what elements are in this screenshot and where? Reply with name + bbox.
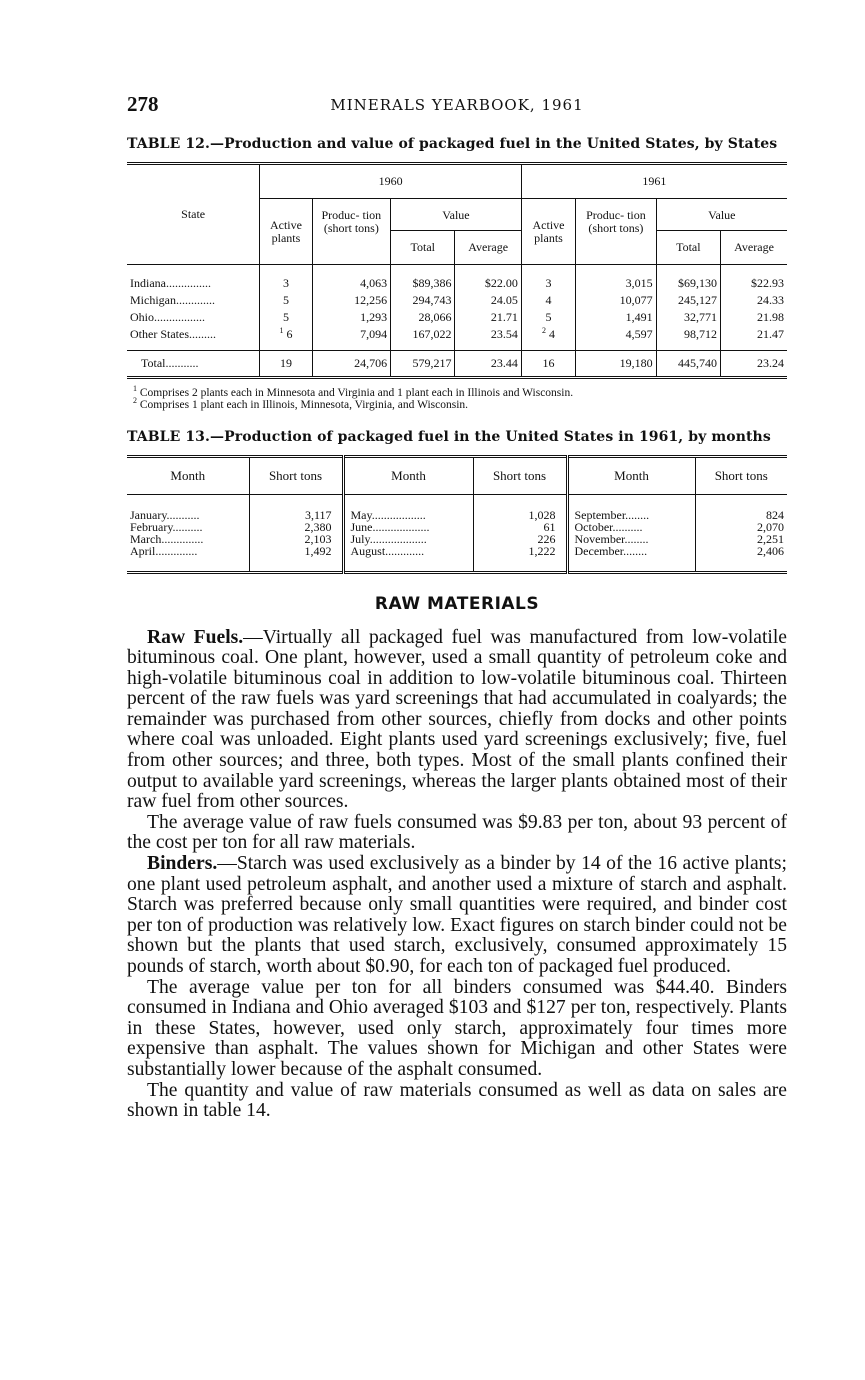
paragraph: The average value of raw fuels consumed was $9.83 per ton, about 93 percent of the cost per ton for all raw materials. [127,811,787,854]
cell: 23.24 [721,350,787,377]
col-header-production-1961: Produc- tion (short tons) [576,199,656,265]
cell: 21.71 [455,309,521,326]
cell: 1,222 [473,545,567,573]
cell: 3,015 [576,275,656,292]
cell: 21.98 [721,309,787,326]
month-label: March [130,531,162,546]
month-label: February [130,519,173,534]
col-header-state: State [127,164,260,265]
month-label: May [350,507,372,522]
cell: 1,491 [576,309,656,326]
cell: 445,740 [656,350,720,377]
col-header-short-tons: Short tons [249,456,343,494]
footnote-mark: 1 [279,325,284,335]
cell: 98,712 [656,326,720,351]
cell: 19 [260,350,312,377]
cell: 294,743 [391,292,455,309]
cell: 1,028 [473,494,567,521]
col-header-active-plants-1961: Active plants [521,199,575,265]
col-header-month: Month [127,456,249,494]
cell: 12,256 [312,292,390,309]
cell: 2,406 [695,545,787,573]
month-label: July [350,531,370,546]
month-label: December [574,543,624,558]
footnote-mark: 2 [542,325,546,335]
cell: 3 [521,275,575,292]
col-header-value-1960: Value [391,199,522,231]
cell: 4 [521,292,575,309]
col-header-total-1961: Total [656,231,720,265]
cell: 2,070 [695,521,787,533]
table13-caption: TABLE 13.—Production of packaged fuel in the United States in 1961, by months [127,428,771,445]
col-header-value-1961: Value [656,199,787,231]
paragraph: Binders.—Starch was used exclusively as a binder by 14 of the 16 active plants; one plant used petroleum asphalt, and another used a mixture of starch and asphalt. Starch was preferred because only small quantities were required, and binder cost per ton of production was relatively low. Exact figures on starch binder could not be shown but the plants that used starch, exclusively, consumed approximately 15 pounds of starch, worth about $0.90, for each ton of packaged fuel produced. [127,853,787,977]
section-body [127,628,787,1122]
cell: 167,022 [391,326,455,351]
col-header-month: Month [567,456,695,494]
footnote: $^1$ Comprises 2 plants each in Minnesota and Virginia and 1 plant each in Illinois and Wisconsin. [133,383,574,399]
table12-caption: TABLE 12.—Production and value of packaged fuel in the United States, by States [127,136,778,152]
cell: 4 [549,326,555,341]
cell: 4,597 [576,326,656,351]
month-label: October [574,519,613,534]
cell: 23.54 [455,326,521,351]
cell: 23.44 [455,350,521,377]
col-header-1961: 1961 [521,164,787,199]
col-header-production-1960: Produc- tion (short tons) [312,199,390,265]
cell: 3 [260,275,312,292]
table12 [127,162,787,379]
month-label: August [350,543,386,558]
row-state: Total [141,355,166,370]
paragraph: The quantity and value of raw materials consumed as well as data on sales are shown in table 14. [127,1079,787,1122]
cell: 1,492 [249,545,343,573]
cell: 824 [695,494,787,521]
table-row: February.......... 2,380 June................... 61 October.......... 2,070 [127,521,787,533]
table-row: Other States......... $^1$ 6 7,094 167,022 23.54 $^2$ 4 4,597 98,712 21.47 [127,326,787,351]
footnote: $^2$ Comprises 1 plant each in Illinois, Minnesota, Virginia, and Wisconsin. [133,395,469,411]
cell: 579,217 [391,350,455,377]
cell: 2,251 [695,533,787,545]
table-row: March.............. 2,103 July................... 226 November........ 2,251 [127,533,787,545]
cell: 2,103 [249,533,343,545]
col-header-total-1960: Total [391,231,455,265]
paragraph: The average value per ton for all binders consumed was $44.40. Binders consumed in Indiana and Ohio averaged $103 and $127 per ton, respectively. Plants in these States, however, used only starch, approximately four times more expensive than asphalt. The values shown for Michigan and other States were substantially lower because of the asphalt consumed. [127,976,787,1080]
table-row: Indiana............... 3 4,063 $89,386 $22.00 3 3,015 $69,130 $22.93 [127,275,787,292]
cell: 61 [473,521,567,533]
running-header [127,92,787,122]
col-header-average-1961: Average [721,231,787,265]
table-row: Ohio................. 5 1,293 28,066 21.71 5 1,491 32,771 21.98 [127,309,787,326]
cell: 1,293 [312,309,390,326]
month-label: June [350,519,373,534]
col-header-average-1960: Average [455,231,521,265]
row-state: Ohio [130,309,154,324]
table-row: April.............. 1,492 August............. 1,222 December........ 2,406 [127,545,787,573]
table-row: Michigan............. 5 12,256 294,743 24.05 4 10,077 245,127 24.33 [127,292,787,309]
cell: 32,771 [656,309,720,326]
month-label: January [130,507,167,522]
row-state: Other States [130,326,189,341]
cell: 24,706 [312,350,390,377]
row-state: Indiana [130,275,166,290]
cell: 24.05 [455,292,521,309]
cell: $69,130 [656,275,720,292]
section-heading: RAW MATERIALS [374,593,540,614]
col-header-month: Month [343,456,473,494]
cell: 4,063 [312,275,390,292]
cell: 5 [260,292,312,309]
paragraph-lead: Binders. [147,853,218,875]
month-label: April [130,543,156,558]
month-label: September [574,507,626,522]
cell: 21.47 [721,326,787,351]
cell: 28,066 [391,309,455,326]
paragraph: Raw Fuels.—Virtually all packaged fuel was manufactured from low-volatile bituminous coal. One plant, however, used a small quantity of petroleum coke and high-volatile bituminous coal in addition to low-volatile bituminous coal. Thirteen percent of the raw fuels was yard screenings that had accumulated in coalyards; the remainder was purchased from other sources, chiefly from docks and other points where coal was unloaded. Eight plants used yard screenings exclusively; five, fuel from other sources; and three, both types. Most of the small plants confined their output to available yard screenings, whereas the larger plants obtained most of their raw fuel from other sources. [127,626,787,813]
col-header-1960: 1960 [260,164,522,199]
cell: 6 [286,326,293,341]
cell: 16 [521,350,575,377]
cell: $89,386 [391,275,455,292]
page-number: 278 [127,92,159,116]
month-label: November [574,531,625,546]
cell: 5 [260,309,312,326]
cell: 10,077 [576,292,656,309]
running-title: MINERALS YEARBOOK, 1961 [330,96,584,114]
cell: 2,380 [249,521,343,533]
table12-footnotes [127,383,787,411]
page [127,92,787,1122]
cell: $22.00 [455,275,521,292]
cell: 19,180 [576,350,656,377]
row-state: Michigan [130,292,176,307]
cell: 7,094 [312,326,390,351]
table-row: January........... 3,117 May.................. 1,028 September........ 824 [127,494,787,521]
cell: 3,117 [249,494,343,521]
cell: 226 [473,533,567,545]
col-header-short-tons: Short tons [695,456,787,494]
cell: $22.93 [721,275,787,292]
table13 [127,455,787,574]
cell: 24.33 [721,292,787,309]
table-total-row: Total........... 19 24,706 579,217 23.44 16 19,180 445,740 23.24 [127,350,787,377]
col-header-active-plants-1960: Active plants [260,199,312,265]
cell: 245,127 [656,292,720,309]
paragraph-lead: Raw Fuels. [147,626,244,648]
col-header-short-tons: Short tons [473,456,567,494]
cell: 5 [521,309,575,326]
